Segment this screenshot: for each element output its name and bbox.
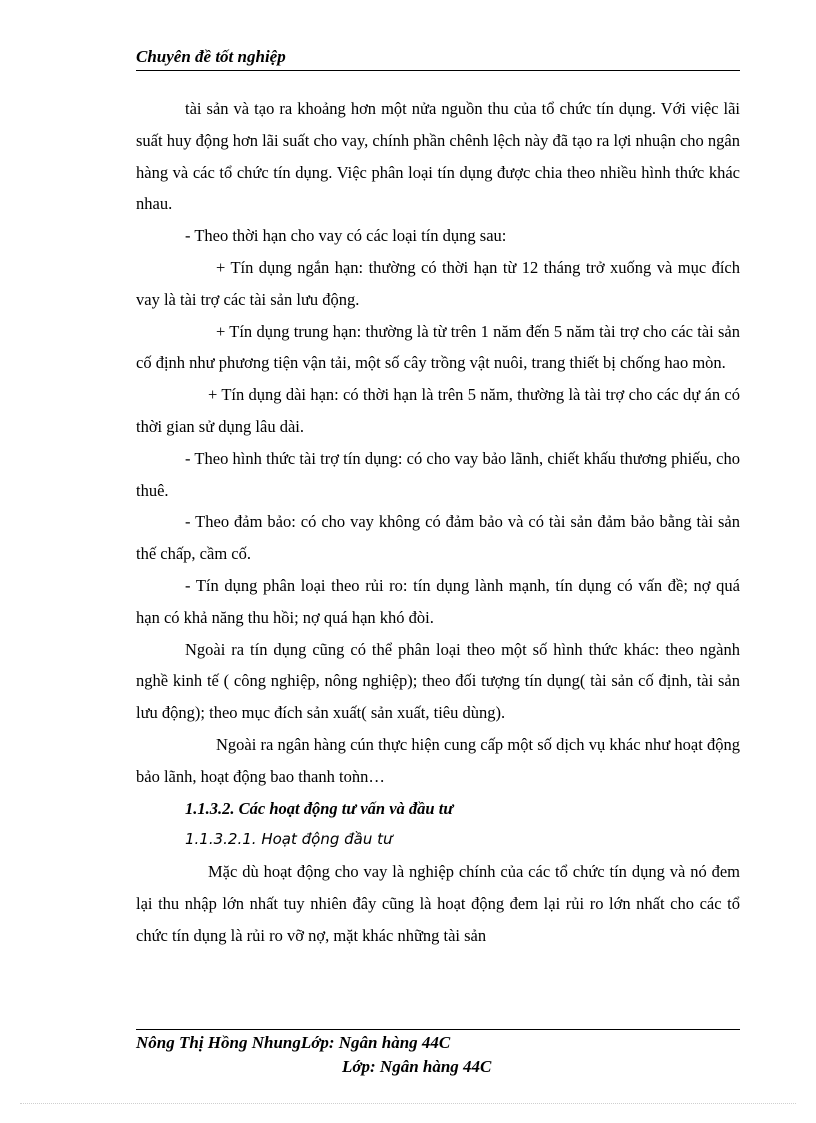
paragraph: + Tín dụng trung hạn: thường là từ trên 1 năm đến 5 năm tài trợ cho các tài sản cố định như phương tiện vận tải, một số cây trồng vật nuôi, trang thiết bị chống hao mòn. [136, 321, 740, 373]
subsection-heading: 1.1.3.2.1. Hoạt động đầu tư [185, 830, 393, 849]
footer-divider [136, 1029, 740, 1030]
paragraph: - Theo đảm bảo: có cho vay không có đảm bảo và có tài sản đảm bảo bằng tài sản thế chấp, cầm cố. [136, 512, 740, 564]
paragraph: - Tín dụng phân loại theo rủi ro: tín dụng lành mạnh, tín dụng có vấn đề; nợ quá hạn có khả năng thu hồi; nợ quá hạn khó đòi. [136, 575, 740, 627]
footer-author-class: Nông Thị Hồng NhungLớp: Ngân hàng 44C [136, 1033, 451, 1052]
paragraph: + Tín dụng ngắn hạn: thường có thời hạn từ 12 tháng trở xuống và mục đích vay là tài trợ các tài sản lưu động. [136, 257, 740, 309]
paragraph: - Theo thời hạn cho vay có các loại tín dụng sau: [185, 226, 507, 246]
paragraph: - Theo hình thức tài trợ tín dụng: có cho vay bảo lãnh, chiết khấu thương phiếu, cho thuê. [136, 448, 740, 500]
footer-class: Lớp: Ngân hàng 44C [342, 1057, 492, 1076]
paragraph: Ngoài ra tín dụng cũng có thể phân loại theo một số hình thức khác: theo ngành nghề kinh tế ( công nghiệp, nông nghiệp); theo đối tượng tín dụng( tài sản cố định, tài sản lưu động); theo mục đích sản xuất( sản xuất, tiêu dùng). [136, 639, 740, 723]
paragraph: Mặc dù hoạt động cho vay là nghiệp chính của các tổ chức tín dụng và nó đem lại thu nhập lớn nhất tuy nhiên đây cũng là hoạt động đem lại rủi ro lớn nhất cho các tổ chức tín dụng là rủi ro vỡ nợ, mặt khác những tài sản [136, 862, 740, 945]
paragraph: tài sản và tạo ra khoảng hơn một nửa nguồn thu của tổ chức tín dụng. Với việc lãi suất huy động hơn lãi suất cho vay, chính phần chênh lệch này đã tạo ra lợi nhuận cho ngân hàng và các tổ chức tín dụng. Việc phân loại tín dụng được chia theo nhiều hình thức khác nhau. [136, 99, 740, 214]
section-heading: 1.1.3.2. Các hoạt động tư vấn và đầu tư [185, 798, 454, 818]
page-boundary [20, 1103, 796, 1104]
paragraph: + Tín dụng dài hạn: có thời hạn là trên 5 năm, thường là tài trợ cho các dự án có thời gian sử dụng lâu dài. [136, 385, 740, 436]
document-body [136, 93, 740, 952]
page-header: Chuyên đề tốt nghiệp [136, 47, 740, 71]
paragraph: Ngoài ra ngân hàng cún thực hiện cung cấp một số dịch vụ khác như hoạt động bảo lãnh, hoạt động bao thanh toǹn… [136, 734, 740, 786]
